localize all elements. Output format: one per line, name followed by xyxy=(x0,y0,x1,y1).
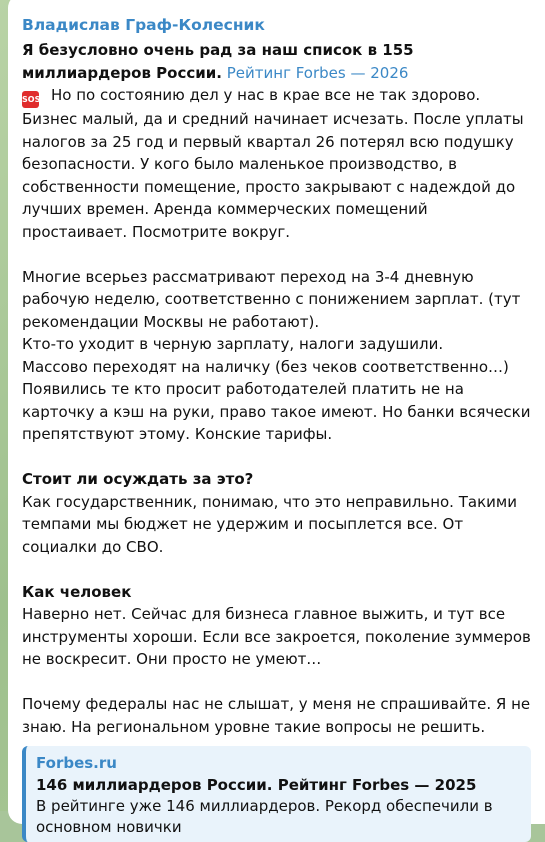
message-paragraph-2-line-4: Появились те кто просит работодателей платить не на карточку а кэш на руки, право такое имеют. Но банки всячески препятствуют этому. Конские тарифы. xyxy=(22,380,531,443)
blank-line xyxy=(22,243,535,266)
blank-line xyxy=(22,558,535,581)
blank-line xyxy=(22,446,535,469)
section-1-heading: Стоит ли осуждать за это? xyxy=(22,470,254,488)
message-last-paragraph: Почему федералы нас не слышат, у меня не спрашивайте. Я не знаю. На региональном уровне такие вопросы не решить. xyxy=(22,695,531,736)
message-bubble xyxy=(8,0,545,836)
headline-bold-text: Я безусловно очень рад за наш список в 155 миллиардеров России. xyxy=(22,41,414,82)
message-paragraph-2-line-1: Многие всерьез рассматривают переход на 3-4 дневную рабочую неделю, соответственно с понижением зарплат. (тут рекомендации Москвы не работают). xyxy=(22,267,521,331)
message-headline xyxy=(22,39,535,84)
author-name[interactable]: Владислав Граф-Колесник xyxy=(22,16,265,34)
section-2-text: Наверно нет. Сейчас для бизнеса главное выжить, и тут все инструменты хороши. Если все закроется, поколение зуммеров не воскресит. Они просто не умеют… xyxy=(22,605,531,668)
paragraph-1-text: Но по состоянию дел у нас в крае все не так здорово. Бизнес малый, да и средний начинает исчезать. После уплаты налогов за 25 год и первый квартал 26 потерял всю подушку безопасности. У кого было маленькое производство, в собственности помещение, просто закрывают с надеждой до лучших времен. Аренда коммерческих помещений простаивает. Посмотрите вокруг. xyxy=(22,86,524,241)
message-paragraph-2-line-3: Массово переходят на наличку (без чеков соответственно…) xyxy=(22,357,509,376)
link-preview-description: В рейтинге уже 146 миллиардеров. Рекорд обеспечили в основном новички xyxy=(36,797,493,836)
message-paragraph-1 xyxy=(22,84,535,243)
sos-icon: SOS xyxy=(22,91,39,108)
forbes-2026-link[interactable]: Рейтинг Forbes — 2026 xyxy=(226,63,409,82)
link-preview-title: 146 миллиардеров России. Рейтинг Forbes — 2025 xyxy=(36,776,477,794)
section-2-heading: Как человек xyxy=(22,582,132,601)
link-preview-card[interactable] xyxy=(22,746,531,842)
section-1-text: Как государственник, понимаю, что это неправильно. Такими темпами мы бюджет не удержим и посыплется все. От социалки до СВО. xyxy=(22,492,517,556)
link-preview-site: Forbes.ru xyxy=(36,754,117,772)
blank-line xyxy=(22,671,535,694)
message-paragraph-2-line-2: Кто-то уходит в черную зарплату, налоги задушили. xyxy=(22,335,444,353)
